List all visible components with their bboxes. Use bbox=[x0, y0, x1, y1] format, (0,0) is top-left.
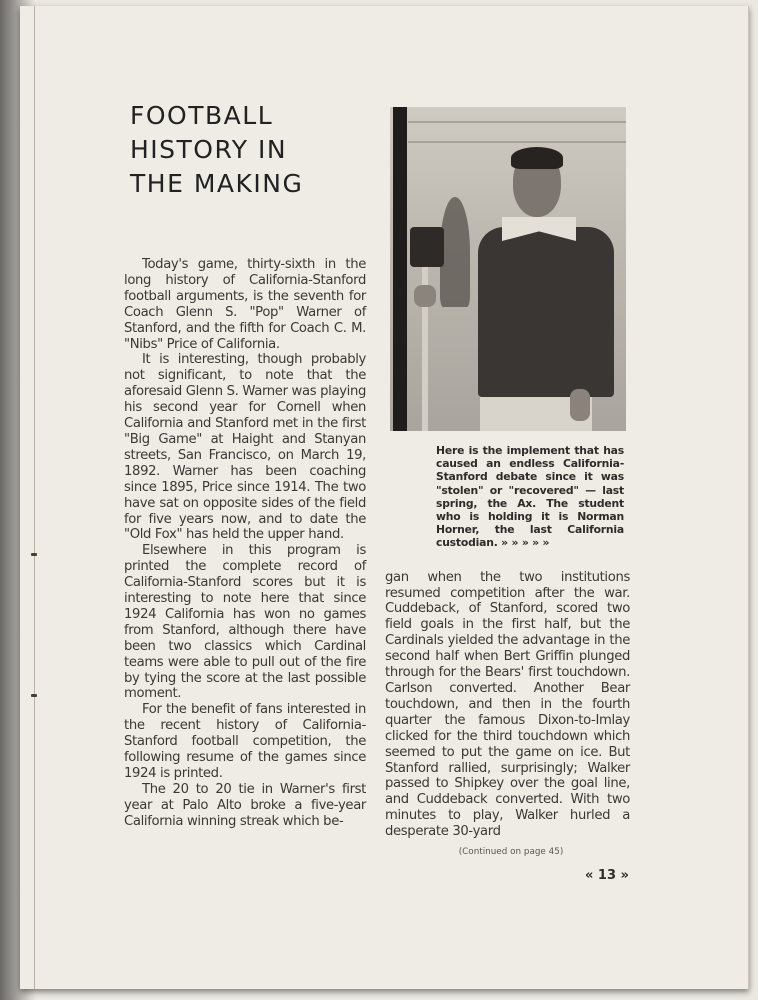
headline-line: THE MAKING bbox=[130, 169, 304, 198]
continued-note: (Continued on page 45) bbox=[458, 847, 564, 858]
photo-caption: Here is the implement that has caused an endless California-Stanford debate since it was "stolen" or "recovered" — last spring, the Ax. The student who is holding it is Norman Horner, the last California custodian. » » » » » bbox=[436, 444, 624, 550]
photo-wall-line bbox=[408, 141, 626, 143]
photo-holding-hand bbox=[414, 285, 436, 307]
headline-line: FOOTBALL bbox=[130, 101, 274, 130]
paragraph: gan when the two institutions resumed competition after the war. Cuddeback, of Stanford, scored two field goals in the first half, but the Cardinals yielded the advantage in the second half when Bert Griffin plunged through for the Bears' first touchdown. Carlson converted. Another Bear touchdown, and then in the fourth quarter the famous Dixon-to-Imlay clicked for the third touchdown which seemed to put the game on ice. But Stanford rallied, surprisingly; Walker passed to Shipkey over the goal line, and Cuddeback converted. With two minutes to play, Walker hurled a desperate 30-yard bbox=[385, 569, 630, 840]
paragraph: The 20 to 20 tie in Warner's first year at Palo Alto broke a five-year California winning streak which be- bbox=[124, 781, 366, 829]
staple-mark bbox=[31, 553, 37, 556]
photo-student-holding-ax bbox=[390, 107, 626, 431]
photo-ax-mount bbox=[440, 197, 470, 307]
photo-ax-handle bbox=[422, 257, 428, 431]
photo-hand bbox=[570, 389, 590, 421]
photo-sweater bbox=[478, 227, 614, 397]
page-number: « 13 » bbox=[585, 868, 629, 884]
right-column-stack bbox=[385, 107, 630, 884]
paragraph: Elsewhere in this program is printed the complete record of California-Stanford scores but it is interesting to note here that since 1924 California has won no games from Stanford, although there have been two classics which Cardinal teams were able to pull out of the fire by tying the score at the last possible moment. bbox=[124, 543, 366, 702]
photo-hair bbox=[511, 147, 563, 169]
staple-mark bbox=[31, 694, 37, 697]
photo-wall-line bbox=[408, 121, 626, 123]
photo-ax-head bbox=[410, 227, 444, 267]
headline-line: HISTORY IN bbox=[130, 135, 288, 164]
paragraph: For the benefit of fans interested in the recent history of California-Stanford football competition, the following resume of the games since 1924 is printed. bbox=[124, 702, 366, 781]
paragraph: Today's game, thirty-sixth in the long history of California-Stanford football arguments, is the seventh for Coach Glenn S. "Pop" Warner of Stanford, and the fifth for Coach C. M. "Nibs" Price of California. bbox=[124, 257, 366, 352]
headline bbox=[130, 99, 370, 201]
paragraph: It is interesting, though probably not significant, to note that the aforesaid Glenn S. Warner was playing his second year for Cornell when California and Stanford met in the first "Big Game" at Haight and Stanyan streets, San Francisco, on March 19, 1892. Warner has been coaching since 1895, Price since 1914. The two have sat on opposite sides of the field for five years now, and to date the "Old Fox" has held the upper hand. bbox=[124, 352, 366, 543]
binding-fold bbox=[34, 6, 35, 989]
right-text-column bbox=[385, 570, 630, 840]
left-text-column bbox=[124, 257, 366, 830]
photo-dark-post bbox=[393, 107, 407, 431]
